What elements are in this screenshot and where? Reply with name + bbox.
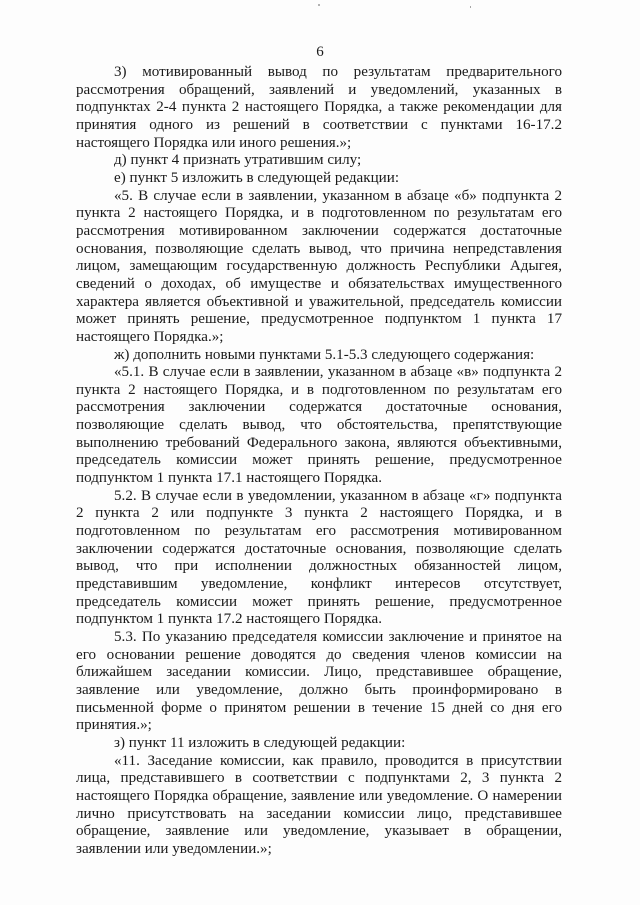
paragraph-item-zh: ж) дополнить новыми пунктами 5.1-5.3 следующего содержания:	[114, 346, 535, 363]
paragraph-item-3: 3) мотивированный вывод по результатам предварительного рассмотрения обращений, заявлений и уведомлений, указанных в подпунктах 2-4 пункта 2 настоящего Порядка, а также рекомендации для принятия одного из решений в соответствии с пунктами 16-17.2 настоящего Порядка или иного решения.»;	[76, 64, 562, 151]
scan-speck	[470, 6, 471, 8]
document-body	[76, 64, 562, 859]
paragraph-item-d: д) пункт 4 признать утратившим силу;	[114, 152, 362, 169]
paragraph-clause-11: «11. Заседание комиссии, как правило, проводится в присутствии лица, представившего в соответствии с подпунктами 2, 3 пункта 2 настоящего Порядка обращение, заявление или уведомление. О намерении лично присутствовать на заседании комиссии лицо, представившее обращение, заявление или уведомление, указывает в обращении, заявлении или уведомлении.»;	[76, 752, 562, 857]
paragraph-clause-5-1: «5.1. В случае если в заявлении, указанном в абзаце «в» подпункта 2 пункта 2 настоящего Порядка, и в подготовленном по результатам его рассмотрения заключении содержатся достаточные основания, позволяющие сделать вывод, что обстоятельства, препятствующие выполнению требований Федерального закона, являются объективными, председатель комиссии может принять решение, предусмотренное подпунктом 1 пункта 17.1 настоящего Порядка.	[76, 364, 562, 487]
page-number: 6	[316, 44, 324, 60]
paragraph-item-e: е) пункт 5 изложить в следующей редакции:	[114, 169, 400, 186]
paragraph-clause-5-3: 5.3. По указанию председателя комиссии заключение и принятое на его основании решение доводятся до сведения членов комиссии на ближайшем заседании комиссии. Лицо, представившее обращение, заявление или уведомление, должно быть проинформировано в письменной форме о принятом решении в течение 15 дней со дня его принятия.»;	[76, 629, 562, 734]
paragraph-clause-5-2: 5.2. В случае если в уведомлении, указанном в абзаце «г» подпункта 2 пункта 2 или подпункте 3 пункта 2 настоящего Порядка, и в подготовленном по результатам его рассмотрения мотивированном заключении содержатся достаточные основания, позволяющие сделать вывод, что при исполнении должностных обязанностей лицом, представившим уведомление, конфликт интересов отсутствует, председатель комиссии может принять решение, предусмотренное подпунктом 1 пункта 17.2 настоящего Порядка.	[76, 487, 562, 628]
paragraph-item-z: з) пункт 11 изложить в следующей редакции:	[114, 734, 406, 751]
paragraph-clause-5: «5. В случае если в заявлении, указанном в абзаце «б» подпункта 2 пункта 2 настоящего Порядка, и в подготовленном по результатам его рассмотрения мотивированном заключении содержатся достаточные основания, позволяющие сделать вывод, что причина непредставления лицом, замещающим государственную должность Республики Адыгея, сведений о доходах, об имуществе и обязательствах имущественного характера является объективной и уважительной, председатель комиссии может принять решение, предусмотренное подпунктом 1 пункта 17 настоящего Порядка.»;	[76, 187, 562, 345]
scan-speck	[318, 4, 320, 6]
